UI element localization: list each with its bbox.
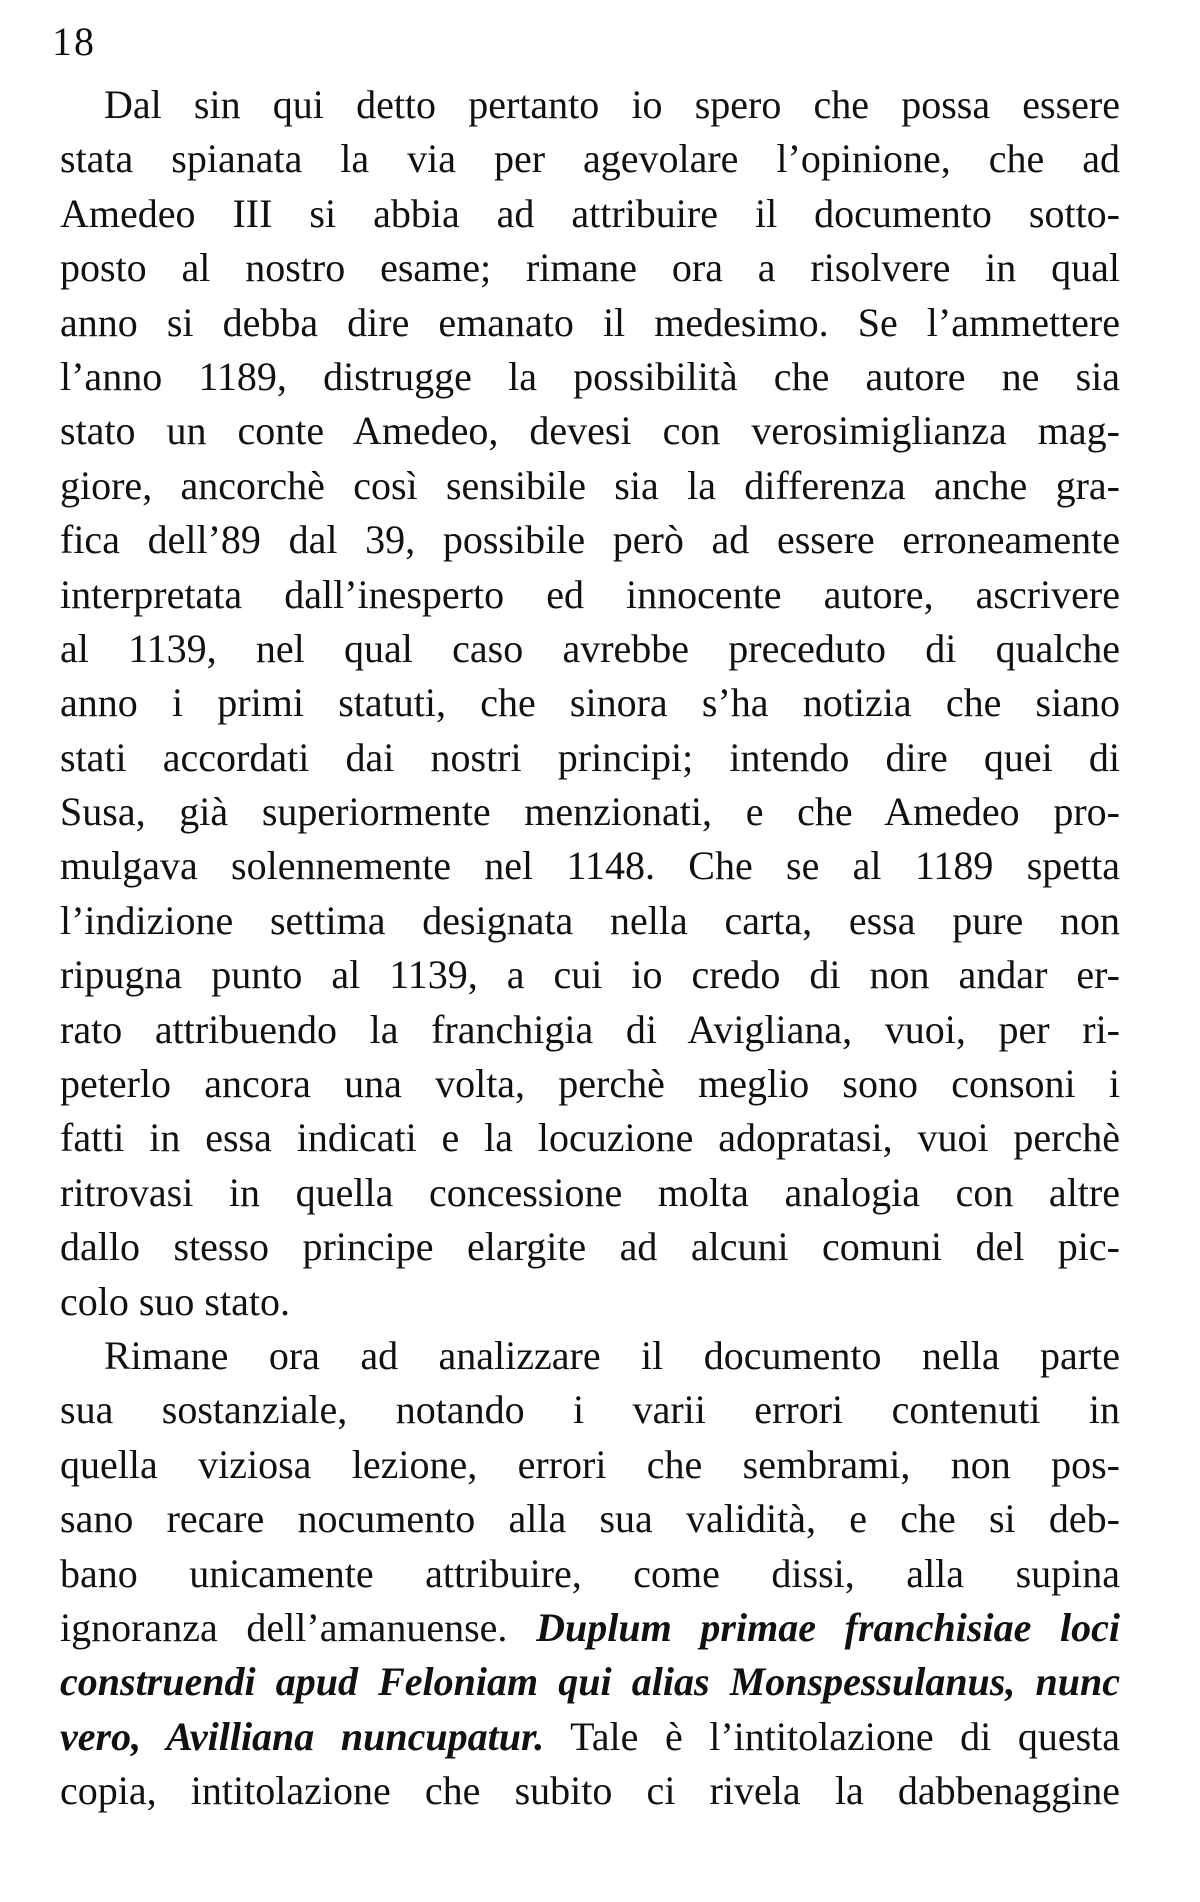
text-line: rato attribuendo la franchigia di Avigliana, vuoi, per ri- <box>60 1006 1120 1052</box>
text-line: anno i primi statuti, che sinora s’ha notizia che siano <box>60 680 1120 726</box>
text-line: posto al nostro esame; rimane ora a risolvere in qual <box>60 245 1120 291</box>
text-line: sano recare nocumento alla sua validità, e che si deb- <box>60 1496 1120 1542</box>
text-run: Tale è l’intitolazione di questa <box>544 1713 1121 1759</box>
latin-title-run: Duplum primae franchisiae loci <box>536 1604 1120 1650</box>
text-run: ignoranza dell’amanuense. <box>60 1604 537 1650</box>
text-line: stato un conte Amedeo, devesi con verosimiglianza mag- <box>60 408 1120 454</box>
page-number: 18 <box>52 19 96 64</box>
text-line: fatti in essa indicati e la locuzione adopratasi, vuoi perchè <box>60 1115 1120 1161</box>
text-line: stati accordati dai nostri principi; intendo dire quei di <box>60 734 1120 780</box>
text-line-italic <box>60 1655 1120 1709</box>
latin-title-run: construendi apud Feloniam qui alias Monspessulanus, nunc <box>60 1659 1120 1705</box>
text-line: peterlo ancora una volta, perchè meglio sono consoni i <box>60 1061 1120 1107</box>
text-line: stata spianata la via per agevolare l’opinione, che ad <box>60 136 1120 182</box>
paragraph-2 <box>60 1329 1120 1819</box>
text-line-mixed <box>60 1601 1120 1655</box>
text-line: mulgava solennemente nel 1148. Che se al 1189 spetta <box>60 843 1120 889</box>
text-line: sua sostanziale, notando i varii errori contenuti in <box>60 1387 1120 1433</box>
text-line: ripugna punto al 1139, a cui io credo di non andar er- <box>60 952 1120 998</box>
text-line: colo suo stato. <box>60 1278 290 1324</box>
text-line: Susa, già superiormente menzionati, e che Amedeo pro- <box>60 789 1120 835</box>
text-line: anno si debba dire emanato il medesimo. Se l’ammettere <box>60 299 1120 345</box>
text-line: l’anno 1189, distrugge la possibilità che autore ne sia <box>60 353 1120 399</box>
text-line: interpretata dall’inesperto ed innocente autore, ascrivere <box>60 571 1120 617</box>
text-line: ritrovasi in quella concessione molta analogia con altre <box>60 1169 1120 1215</box>
text-line: fica dell’89 dal 39, possibile però ad essere erroneamente <box>60 517 1120 563</box>
text-line-mixed <box>60 1710 1120 1764</box>
text-line: Rimane ora ad analizzare il documento nella parte <box>104 1332 1120 1378</box>
text-line: l’indizione settima designata nella carta, essa pure non <box>60 897 1120 943</box>
text-line: Dal sin qui detto pertanto io spero che possa essere <box>104 82 1120 127</box>
text-line: quella viziosa lezione, errori che sembrami, non pos- <box>60 1441 1120 1487</box>
text-line: Amedeo III si abbia ad attribuire il documento sotto- <box>60 190 1120 236</box>
paragraph-1 <box>60 78 1120 1329</box>
text-line: al 1139, nel qual caso avrebbe preceduto di qualche <box>60 625 1120 671</box>
body-text <box>60 78 1120 1819</box>
text-line: bano unicamente attribuire, come dissi, alla supina <box>60 1550 1120 1596</box>
text-line: giore, ancorchè così sensibile sia la differenza anche gra- <box>60 462 1120 508</box>
text-line: copia, intitolazione che subito ci rivela la dabbenaggine <box>60 1768 1120 1814</box>
latin-title-run: vero, Avilliana nuncupatur. <box>60 1713 545 1759</box>
text-line: dallo stesso principe elargite ad alcuni comuni del pic- <box>60 1224 1120 1270</box>
